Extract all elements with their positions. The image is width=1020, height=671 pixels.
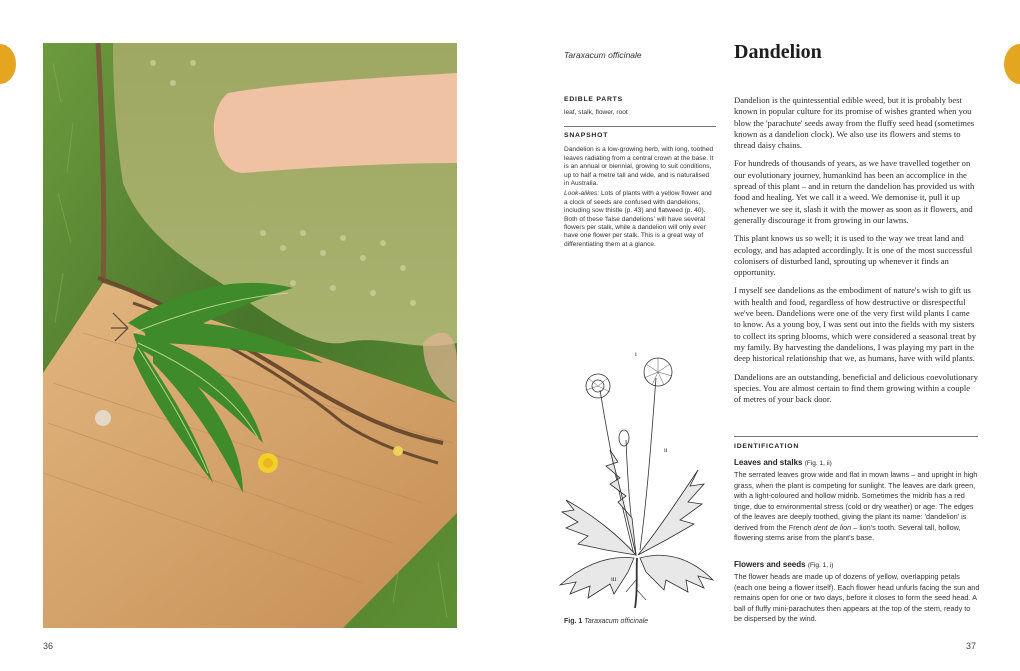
sidebar-divider [564, 126, 716, 127]
photo-illustration [43, 43, 457, 628]
leaves-text-italic: dent de lion [813, 522, 852, 532]
snapshot-text: Dandelion is a low-growing herb, with long, toothed leaves radiating from a central crown at the base. It is an annual or biennial, growing to suit conditions, up to half a metre tall and wide, and is naturalised in Australia. [564, 146, 714, 188]
latin-name: Taraxacum officinale [564, 50, 642, 60]
snapshot-heading: SNAPSHOT [564, 132, 609, 139]
edible-parts-heading: EDIBLE PARTS [564, 96, 623, 103]
identification-divider [734, 436, 978, 437]
snapshot-section [564, 132, 716, 249]
figure-caption-number: Fig. 1 [564, 618, 583, 625]
leaves-figure-ref: (Fig. 1, ii) [804, 460, 832, 467]
body-paragraph: This plant knows us so well; it is used to the way we treat land and ecology, and has adapted accordingly. It is one of the most successful colonisers of disturbed land, sprouting up whenever it finds an opportunity. [734, 233, 973, 278]
page-number-left: 36 [43, 641, 54, 651]
leaves-text-part-1: The serrated leaves grow wide and flat in mown lawns – and upright in high grass, when the plant is competing for sunlight. The leaves are dark green, with a light-coloured and hollow midrib. Sometimes the midrib has a red tinge, due to environmental stress (cold or dry weather) or age. The edges of the leaves are deeply toothed, giving the plant its name: 'dandelion' is derived from the French [734, 470, 978, 532]
figure-label-i: i [635, 351, 637, 358]
flowers-text: The flower heads are made up of dozens of yellow, overlapping petals (each one being a flower itself). Each flower head unfurls facing the sun and remains open for one or two days, before it closes to form the seed head. A ball of fluffy mini-parachutes then appears at the top of the stem, ready to be dispersed by the wind. [734, 572, 980, 623]
chapter-tab-right [1004, 44, 1020, 84]
body-paragraph: For hundreds of thousands of years, as we have travelled together on our evolutionary journey, humankind has been an accomplice in the spread of this plant – and in return the dandelion has provided us with food and healing. Yet we call it a weed. We demonise it, pull it up whenever we see it, slash it with the mower as soon as it flowers, and generally discourage it from growing in our lawns. [734, 158, 975, 225]
leaves-text-part-2: – lion's tooth. Several tall, hollow, flowering stems arise from the plant's base. [734, 522, 961, 542]
body-paragraph: Dandelions are an outstanding, beneficial and delicious coevolutionary species. You are almost certain to find them growing within a couple of metres of your back door. [734, 371, 978, 405]
figure-caption [564, 618, 648, 625]
leaves-text [734, 470, 980, 544]
edible-parts-text: leaf, stalk, flower, root [564, 109, 628, 117]
flowers-heading-text: Flowers and seeds [734, 560, 806, 569]
identification-heading: IDENTIFICATION [734, 443, 800, 450]
figure-label-iii: iii [611, 576, 617, 583]
body-paragraph: Dandelion is the quintessential edible weed, but it is probably best known in popular culture for its promise of wishes granted when you blow the 'parachute' seeds away from the fluffy seed head (sometimes known as a dandelion clock). We also use its flowers and stems to thread daisy chains. [734, 95, 975, 151]
figure-caption-name: Taraxacum officinale [584, 618, 649, 625]
page-title: Dandelion [734, 41, 822, 63]
flowers-heading [734, 560, 833, 569]
lookalikes-text [564, 190, 716, 249]
edible-parts-section [564, 96, 716, 118]
body-paragraph: I myself see dandelions as the embodiment of nature's wish to gift us with health and food, regardless of how destructive or disrespectful we've been. Dandelions were one of the very first wild plants I came to know. As a young boy, I was sent out into the fields with my sisters to collect its spring blooms, which were considered a seasonal treat by my family. By harvesting the dandelions, I was playing my part in the deep historical relationship that we, as humans, have with wild plants. [734, 285, 976, 364]
illustration-drawing [548, 350, 718, 612]
lookalikes-label: Look-alikes: [564, 190, 600, 198]
chapter-tab-left [0, 44, 16, 84]
flowers-figure-ref: (Fig. 1, i) [807, 562, 834, 569]
figure-label-ii: ii [664, 447, 668, 454]
main-body-text [734, 95, 978, 412]
leaves-heading-text: Leaves and stalks [734, 458, 803, 467]
dandelion-botanical-illustration [548, 350, 718, 612]
dandelion-swing-photo [43, 43, 457, 628]
leaves-heading [734, 458, 832, 467]
lookalikes-body: Lots of plants with a yellow flower and a clock of seeds are confused with dandelions, including sow thistle (p. 43) and flatweed (p. 40). Both of these 'false dandelions' will have several flowers per stalk, while a dandelion will only ever have one flower per stalk. This is a great way of differentiating them at a glance. [564, 190, 712, 248]
page-number-right: 37 [966, 641, 977, 651]
